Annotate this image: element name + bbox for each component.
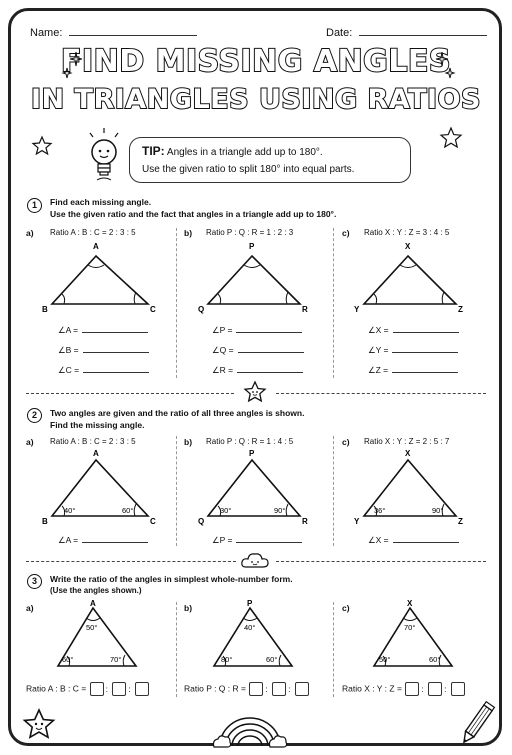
section-divider — [26, 393, 234, 394]
answer-field[interactable]: ∠A = — [58, 532, 148, 546]
angle-label: 40° — [64, 506, 76, 515]
title-line-2: IN TRIANGLES USING RATIOS — [31, 84, 481, 115]
svg-text:Y: Y — [354, 517, 360, 526]
section-divider — [276, 393, 486, 394]
vertex-label: Z — [458, 305, 463, 314]
ratio-text: Ratio P : Q : R = 1 : 2 : 3 — [206, 228, 294, 237]
name-label: Name: — [30, 27, 63, 39]
answer-field[interactable]: ∠R = — [212, 362, 303, 376]
answer-field[interactable]: ∠Z = — [368, 362, 458, 376]
angle-label: 36° — [374, 506, 386, 515]
ratio-answer[interactable]: Ratio P : Q : R = : : — [184, 682, 310, 696]
section-1-line-1: Find each missing angle. — [50, 197, 152, 207]
svg-text:P: P — [247, 599, 253, 608]
ratio-box[interactable] — [112, 682, 126, 696]
date-label: Date: — [326, 27, 353, 39]
answer-field[interactable]: ∠P = — [212, 322, 302, 336]
answer-field[interactable]: ∠B = — [58, 342, 149, 356]
angle-label: 40° — [244, 623, 256, 632]
section-3-line-2: (Use the angles shown.) — [50, 586, 142, 595]
triangle-diagram — [50, 598, 150, 670]
svg-text:Q: Q — [198, 517, 205, 526]
triangle-diagram — [196, 448, 316, 528]
ratio-box[interactable] — [272, 682, 286, 696]
section-divider — [276, 561, 486, 562]
ratio-text: Ratio P : Q : R = 1 : 4 : 5 — [206, 437, 294, 446]
answer-field[interactable]: ∠X = — [368, 532, 459, 546]
angle-label: 90° — [274, 506, 286, 515]
ratio-box[interactable] — [451, 682, 465, 696]
svg-text:C: C — [150, 517, 156, 526]
svg-text:A: A — [93, 449, 99, 458]
sparkle-icon — [62, 50, 82, 80]
triangle-diagram — [40, 448, 160, 528]
ratio-text: Ratio X : Y : Z = 3 : 4 : 5 — [364, 228, 450, 237]
lightbulb-icon — [86, 128, 122, 186]
section-1-line-2: Use the given ratio and the fact that angles in a triangle add up to 180°. — [50, 209, 337, 219]
ratio-box[interactable] — [428, 682, 442, 696]
name-field[interactable] — [30, 25, 197, 39]
angle-label: 50° — [379, 655, 391, 664]
svg-text:A: A — [90, 599, 96, 608]
vertex-label: C — [150, 305, 156, 314]
answer-field[interactable]: ∠P = — [212, 532, 302, 546]
sparkle-icon — [436, 50, 456, 80]
star-icon — [32, 136, 52, 156]
ratio-box[interactable] — [90, 682, 104, 696]
triangle-diagram — [366, 598, 466, 670]
angle-label: 70° — [110, 655, 122, 664]
angle-label: 60° — [266, 655, 278, 664]
svg-text:Z: Z — [458, 517, 463, 526]
star-icon — [440, 127, 462, 149]
section-2-number: 2 — [27, 408, 42, 423]
vertex-label: X — [405, 242, 411, 251]
triangle-diagram — [40, 240, 160, 320]
tip-line-1: Angles in a triangle add up to 180°. — [166, 147, 323, 158]
section-3-number: 3 — [27, 574, 42, 589]
ratio-box[interactable] — [249, 682, 263, 696]
ratio-box[interactable] — [405, 682, 419, 696]
pencil-icon — [458, 702, 494, 748]
part-label: b) — [184, 437, 193, 447]
ratio-text: Ratio X : Y : Z = 2 : 5 : 7 — [364, 437, 450, 446]
triangle-diagram — [352, 240, 472, 320]
answer-field[interactable]: ∠A = — [58, 322, 148, 336]
vertex-label: Y — [354, 305, 360, 314]
ratio-box[interactable] — [295, 682, 309, 696]
ratio-text: Ratio A : B : C = 2 : 3 : 5 — [50, 228, 136, 237]
angle-label: 60° — [429, 655, 441, 664]
cloud-icon — [240, 550, 270, 570]
svg-text:X: X — [405, 449, 411, 458]
tip-label: TIP: — [142, 144, 165, 158]
svg-text:R: R — [302, 517, 308, 526]
angle-label: 60° — [62, 655, 74, 664]
angle-label: 70° — [404, 623, 416, 632]
triangle-diagram — [352, 448, 472, 528]
ratio-answer[interactable]: Ratio X : Y : Z = : : — [342, 682, 466, 696]
section-2-line-2: Find the missing angle. — [50, 420, 145, 430]
svg-text:P: P — [249, 449, 255, 458]
angle-label: 30° — [220, 506, 232, 515]
part-label: c) — [342, 437, 350, 447]
date-field[interactable] — [326, 25, 487, 39]
section-divider — [26, 561, 236, 562]
answer-field[interactable]: ∠X = — [368, 322, 459, 336]
vertex-label: R — [302, 305, 308, 314]
svg-text:X: X — [407, 599, 413, 608]
tip-box — [129, 137, 411, 183]
part-label: a) — [26, 437, 34, 447]
triangle-diagram — [196, 240, 316, 320]
rainbow-icon — [212, 712, 288, 748]
ratio-text: Ratio A : B : C = 2 : 3 : 5 — [50, 437, 136, 446]
part-label: b) — [184, 603, 193, 613]
answer-field[interactable]: ∠Q = — [212, 342, 304, 356]
section-1-number: 1 — [27, 198, 42, 213]
vertex-label: B — [42, 305, 48, 314]
part-label: a) — [26, 603, 34, 613]
section-3-line-1: Write the ratio of the angles in simplest whole-number form. — [50, 574, 293, 584]
part-label: b) — [184, 228, 193, 238]
smiling-star-icon — [243, 380, 267, 404]
answer-field[interactable]: ∠Y = — [368, 342, 458, 356]
part-label: c) — [342, 603, 350, 613]
ratio-box[interactable] — [135, 682, 149, 696]
answer-field[interactable]: ∠C = — [58, 362, 149, 376]
title-line-1: FIND MISSING ANGLES — [61, 44, 451, 79]
angle-label: 90° — [432, 506, 444, 515]
vertex-label: P — [249, 242, 255, 251]
part-label: c) — [342, 228, 350, 238]
angle-label: 80° — [221, 655, 233, 664]
vertex-label: Q — [198, 305, 205, 314]
vertex-label: A — [93, 242, 99, 251]
smiling-star-icon — [22, 708, 56, 742]
svg-text:B: B — [42, 517, 48, 526]
triangle-diagram — [206, 598, 306, 670]
angle-label: 50° — [86, 623, 98, 632]
part-label: a) — [26, 228, 34, 238]
angle-label: 60° — [122, 506, 134, 515]
tip-line-2: Use the given ratio to split 180° into equal parts. — [142, 164, 355, 175]
ratio-answer[interactable]: Ratio A : B : C = : : — [26, 682, 150, 696]
section-2-line-1: Two angles are given and the ratio of all three angles is shown. — [50, 408, 305, 418]
